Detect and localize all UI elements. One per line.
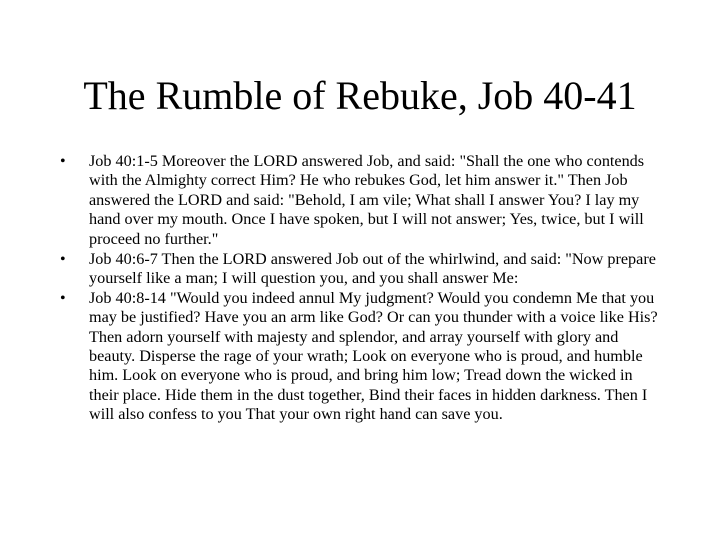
- bullet-icon: •: [60, 153, 66, 170]
- slide-title: The Rumble of Rebuke, Job 40-41: [83, 73, 637, 118]
- bullet-icon: •: [60, 250, 66, 268]
- bullet-text: Job 40:8-14 "Would you indeed annul My judgment? Would you condemn Me that you may be justified? Have you an arm like God? Or can you thunder with a voice like His? Then adorn yourself with majesty and splendor, and array yourself with glory and beauty. Disperse the rage of your wrath; Look on everyone who is proud, and humble him. Look on everyone who is proud, and bring him low; Tread down the wicked in their place. Hide them in the dust together, Bind their faces in hidden darkness. Then I will also confess to you That your own right hand can save you.: [89, 288, 658, 424]
- bullet-icon: •: [60, 289, 66, 307]
- bullet-text: Job 40:1-5 Moreover the LORD answered Job, and said: "Shall the one who contends with the Almighty correct Him? He who rebukes God, let him answer it." Then Job answered the LORD and said: "Behold, I am vile; What shall I answer You? I lay my hand over my mouth. Once I have spoken, but I will not answer; Yes, twice, but I will proceed no further.": [89, 152, 645, 248]
- bullet-item-job-40-1-5: [60, 152, 660, 249]
- bullet-text: Job 40:6-7 Then the LORD answered Job out of the whirlwind, and said: "Now prepare yourself like a man; I will question you, and you shall answer Me:: [89, 249, 656, 287]
- bullet-list: [60, 152, 660, 425]
- bullet-item-job-40-8-14: [60, 289, 660, 425]
- bullet-item-job-40-6-7: [60, 250, 660, 289]
